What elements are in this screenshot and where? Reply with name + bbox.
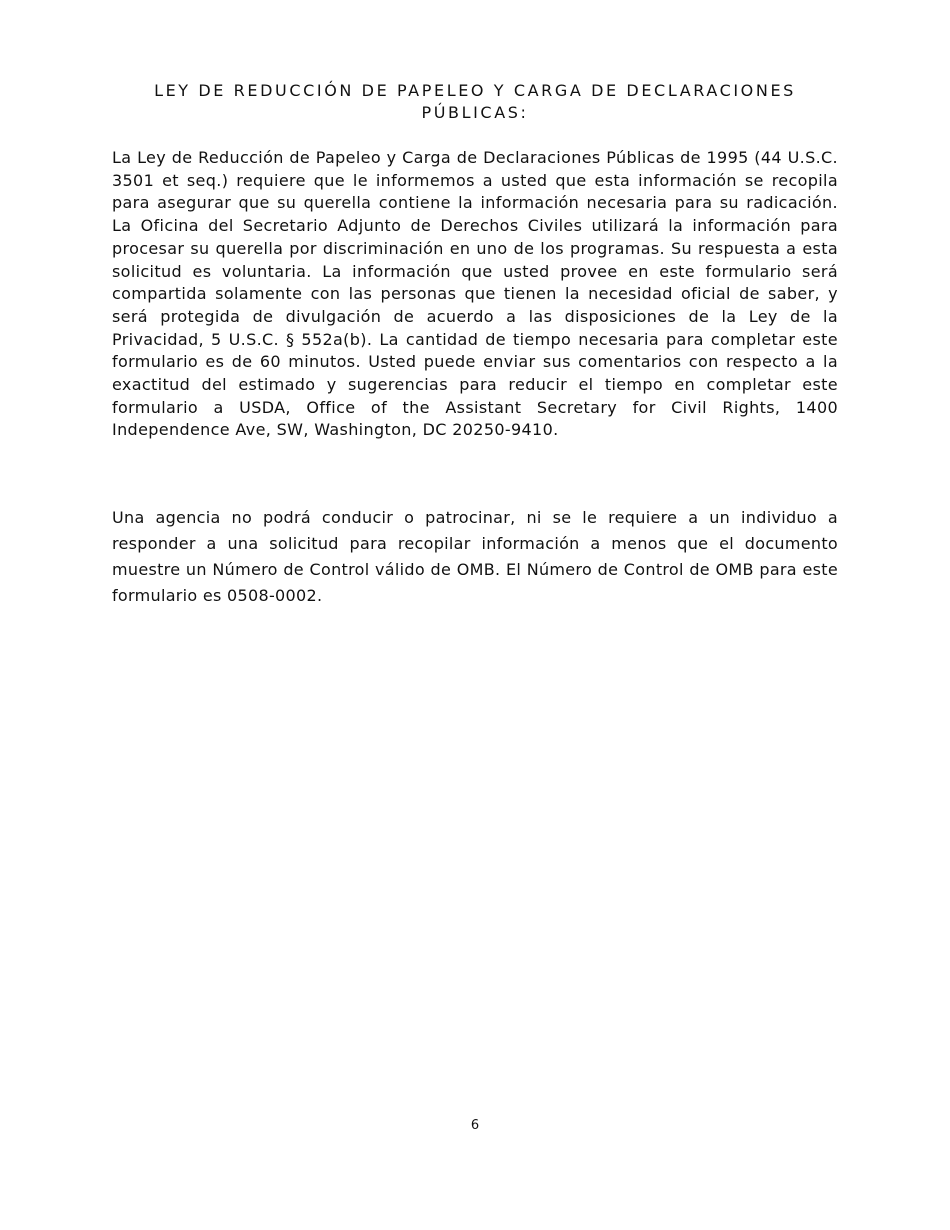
paragraph-omb-control-number: Una agencia no podrá conducir o patrocinar, ni se le requiere a un individuo a responder a una solicitud para recopilar información a menos que el documento muestre un Número de Control válido de OMB. El Número de Control de OMB para este formulario es 0508-0002. [112,508,838,605]
page-number: 6 [470,1118,480,1133]
paragraph-paperwork-reduction-act: La Ley de Reducción de Papeleo y Carga de Declaraciones Públicas de 1995 (44 U.S.C. 3501 et seq.) requiere que le informemos a usted que esta información se recopila para asegurar que su querella contiene la información necesaria para su radicación. La Oficina del Secretario Adjunto de Derechos Civiles utilizará la información para procesar su querella por discriminación en uno de los programas. Su respuesta a esta solicitud es voluntaria. La información que usted provee en este formulario será compartida solamente con las personas que tienen la necesidad oficial de saber, y será protegida de divulgación de acuerdo a las disposiciones de la Ley de la Privacidad, 5 U.S.C. § 552a(b). La cantidad de tiempo necesaria para completar este formulario es de 60 minutos. Usted puede enviar sus comentarios con respecto a la exactitud del estimado y sugerencias para reducir el tiempo en completar este formulario a USDA, Office of the Assistant Secretary for Civil Rights, 1400 Independence Ave, SW, Washington, DC 20250-9410. [112,148,838,440]
page-title: LEY DE REDUCCIÓN DE PAPELEO Y CARGA DE DECLARACIONES PÚBLICAS: [154,81,796,122]
